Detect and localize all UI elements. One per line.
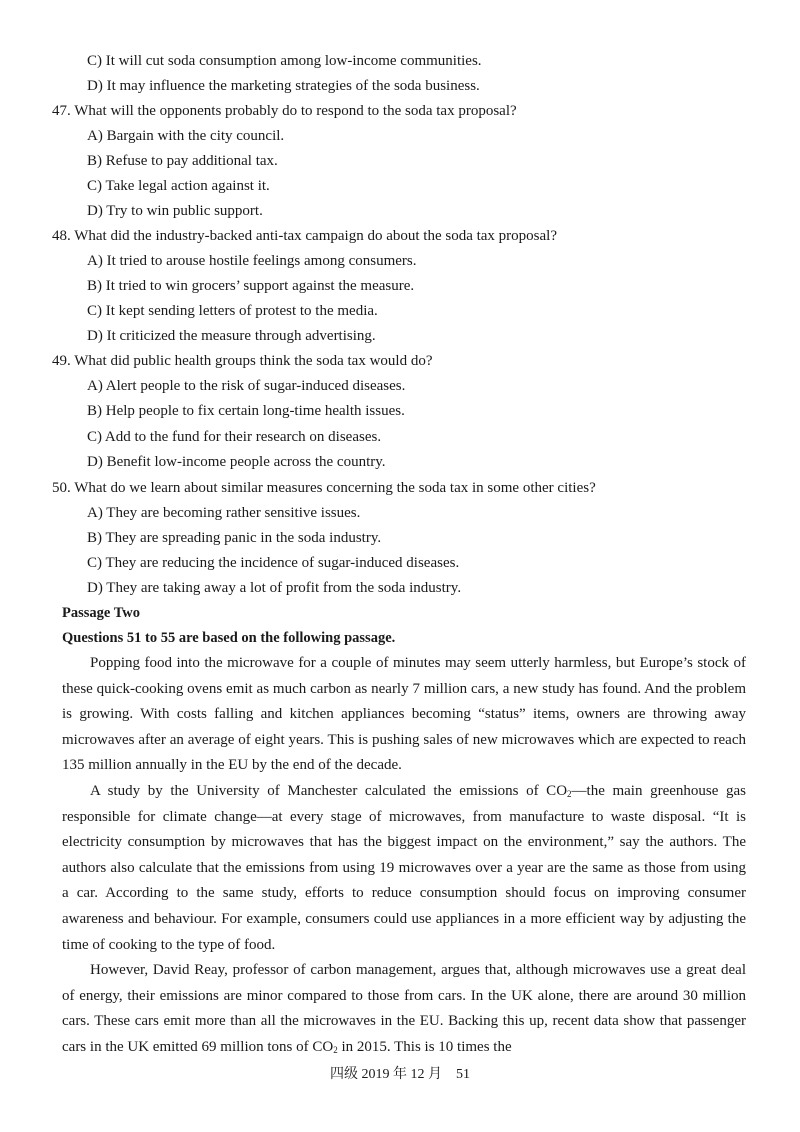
passage-paragraph-2-text-b: —the main greenhouse gas responsible for climate change—at every stage of microwaves, from manufacture to waste disposal. “It is electricity consumption by microwaves that has the biggest impact on the environment,” say the authors. The authors also calculate that the emissions from using 19 microwaves over a year are the same as those from using a car. According to the same study, efforts to reduce consumption should focus on improving consumer awareness and behaviour. For example, consumers could use appliances in a more efficient way by adjusting the time of cooking to the type of food.: [62, 783, 746, 953]
passage-title: Passage Two: [62, 605, 141, 621]
q48-option-b: B) It tried to win grocers’ support against the measure.: [87, 278, 415, 294]
q50-option-a: A) They are becoming rather sensitive issues.: [87, 505, 361, 521]
q49-stem: 49. What did public health groups think the soda tax would do?: [52, 353, 433, 369]
passage-paragraph-3-text-a: However, David Reay, professor of carbon management, argues that, although microwaves use a great deal of energy, their emissions are minor compared to those from cars. In the UK alone, there are around 30 million cars. These cars emit more than all the microwaves in the EU. Backing this up, recent data show that passenger cars in the UK emitted 69 million tons of CO: [62, 962, 746, 1055]
q50-option-c: C) They are reducing the incidence of sugar-induced diseases.: [87, 555, 460, 571]
co2-subscript: 2: [333, 1044, 338, 1055]
passage-paragraph-2: [62, 779, 746, 958]
passage-paragraph-1: Popping food into the microwave for a couple of minutes may seem utterly harmless, but Europe’s stock of these quick-cooking ovens emit as much carbon as nearly 7 million cars, a new study has found. And the problem is growing. With costs falling and kitchen appliances becoming “status” items, owners are throwing away microwaves after an average of eight years. This is pushing sales of new microwaves which are expected to reach 135 million annually in the EU by the end of the decade.: [62, 655, 746, 774]
q47-option-a: A) Bargain with the city council.: [87, 128, 285, 144]
q49-option-d: D) Benefit low-income people across the country.: [87, 454, 386, 470]
q49-option-c: C) Add to the fund for their research on diseases.: [87, 429, 382, 445]
passage-paragraph-2-text-a: A study by the University of Manchester calculated the emissions of CO: [90, 783, 568, 799]
q47-option-c: C) Take legal action against it.: [87, 178, 270, 194]
q48-stem: 48. What did the industry-backed anti-tax campaign do about the soda tax proposal?: [52, 228, 557, 244]
q48-option-a: A) It tried to arouse hostile feelings among consumers.: [87, 253, 417, 269]
q50-option-b: B) They are spreading panic in the soda industry.: [87, 530, 382, 546]
q47-stem: 47. What will the opponents probably do to respond to the soda tax proposal?: [52, 103, 517, 119]
passage-paragraph-3-text-b: in 2015. This is 10 times the: [337, 1038, 512, 1055]
q47-option-b: B) Refuse to pay additional tax.: [87, 153, 278, 169]
co2-subscript: 2: [567, 789, 572, 799]
passage-instruction: Questions 51 to 55 are based on the following passage.: [62, 630, 396, 646]
page-footer: 四级 2019 年 12 月 51: [330, 1067, 470, 1082]
q46-option-d: D) It may influence the marketing strategies of the soda business.: [87, 78, 480, 94]
q48-option-d: D) It criticized the measure through advertising.: [87, 328, 376, 344]
passage-paragraph-3: [62, 958, 746, 1060]
q50-stem: 50. What do we learn about similar measures concerning the soda tax in some other cities?: [52, 480, 596, 496]
q47-option-d: D) Try to win public support.: [87, 203, 263, 219]
q46-option-c: C) It will cut soda consumption among low-income communities.: [87, 53, 482, 69]
q48-option-c: C) It kept sending letters of protest to the media.: [87, 303, 378, 319]
q49-option-a: A) Alert people to the risk of sugar-induced diseases.: [87, 378, 406, 394]
q49-option-b: B) Help people to fix certain long-time health issues.: [87, 403, 405, 419]
q50-option-d: D) They are taking away a lot of profit from the soda industry.: [87, 580, 462, 596]
